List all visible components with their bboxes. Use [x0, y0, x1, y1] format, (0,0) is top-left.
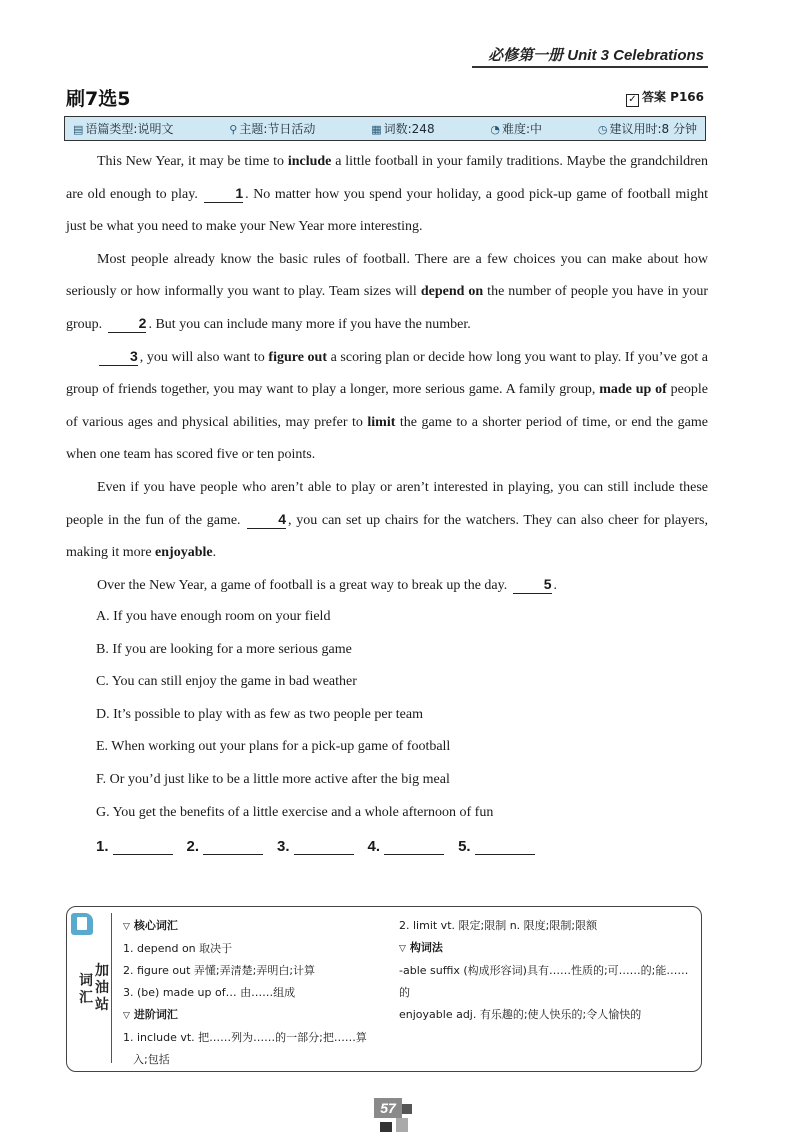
advanced-vocab-2: 2. limit vt. 限定;限制 n. 限度;限制;限额 — [399, 919, 598, 932]
page-number: 57 — [374, 1098, 402, 1118]
page-decoration — [396, 1118, 408, 1132]
paragraph-4: Even if you have people who aren’t able to play or aren’t interested in playing, you can still include these people in the fun of the game. 4 , you can set up chairs for the watchers. They can also cheer for players, making it more enjoyable. — [66, 479, 708, 561]
answer-sheet — [96, 838, 535, 855]
triangle-down-icon: ▽ — [123, 1011, 130, 1021]
info-genre — [73, 120, 173, 137]
answer-slot-5[interactable]: 5. — [458, 838, 535, 855]
word-formation-1: -able suffix (构成形容词)具有……性质的;可……的;能……的 — [399, 964, 689, 999]
blank-3: 3 — [99, 347, 138, 366]
book-icon — [71, 913, 93, 935]
info-word-count — [371, 120, 434, 137]
paragraph-5: Over the New Year, a game of football is a great way to break up the day. 5 . — [97, 575, 558, 593]
vocab-left-column — [123, 915, 391, 1071]
advanced-vocab-heading: ▽ 进阶词汇 — [123, 1008, 178, 1021]
clock-icon: ◷ — [597, 123, 608, 136]
answer-slot-3[interactable]: 3. — [277, 838, 354, 855]
core-vocab-2: 2. figure out 弄懂;弄清楚;弄明白;计算 — [123, 964, 316, 977]
info-word-count-text: 词数:248 — [383, 122, 435, 136]
page-decoration — [402, 1104, 412, 1114]
info-difficulty-text: 难度:中 — [502, 122, 543, 136]
info-difficulty — [490, 120, 542, 137]
info-bar — [64, 116, 706, 141]
header-rule — [472, 66, 708, 68]
core-vocab-heading: ▽ 核心词汇 — [123, 919, 178, 932]
answer-ref-text: 答案 P166 — [641, 90, 704, 104]
info-time — [598, 120, 697, 137]
blank-5: 5 — [513, 575, 552, 594]
checkbox-icon: ✓ — [626, 94, 639, 107]
section-title: 刷7选5 — [66, 88, 131, 110]
vocab-sidebar — [71, 913, 112, 1063]
vocab-side-title: 词 汇 加 油 站 — [79, 963, 109, 1013]
word-formation-heading: ▽ 构词法 — [399, 941, 443, 954]
info-genre-text: 语篇类型:说明文 — [85, 122, 174, 136]
core-vocab-3: 3. (be) made up of… 由……组成 — [123, 986, 296, 999]
list-icon: ▦ — [371, 123, 382, 136]
answer-slot-1[interactable]: 1. — [96, 838, 173, 855]
reading-passage — [66, 146, 708, 602]
blank-2: 2 — [108, 314, 147, 333]
paragraph-3: 3 , you will also want to figure out a scoring plan or decide how long you want to play. If you’ve got a group of friends together, you may want to play a longer, more serious game. A family group, made up of people of various ages and physical abilities, may prefer to limit the game to a shorter period of time, or end the game when one team has scored five or ten points. — [66, 347, 708, 463]
info-topic-text: 主题:节日活动 — [239, 122, 316, 136]
triangle-down-icon: ▽ — [123, 922, 130, 932]
info-time-text: 建议用时:8 分钟 — [609, 122, 697, 136]
answer-reference — [626, 88, 704, 107]
document-icon: ▤ — [73, 123, 84, 136]
answer-options — [96, 601, 696, 829]
paragraph-2: Most people already know the basic rules of football. There are a few choices you can make about how seriously or how informally you want to play. Team sizes will depend on the number of people you have in your group. 2 . But you can include many more if you have the number. — [66, 251, 708, 332]
option-c: C. You can still enjoy the game in bad weather — [96, 674, 357, 690]
option-d: D. It’s possible to play with as few as two people per team — [96, 706, 423, 722]
gauge-icon: ◔ — [490, 123, 501, 136]
answer-slot-4[interactable]: 4. — [368, 838, 445, 855]
paragraph-1: This New Year, it may be time to include a little football in your family traditions. Maybe the grandchildren are old enough to play. 1 . No matter how you spend your holiday, a good pick-up game of football might just be what you need to make your New Year more interesting. — [66, 154, 709, 235]
info-topic — [229, 120, 315, 137]
word-formation-2: enjoyable adj. 有乐趣的;使人快乐的;令人愉快的 — [399, 1008, 642, 1021]
core-vocab-1: 1. depend on 取决于 — [123, 942, 233, 955]
triangle-down-icon: ▽ — [399, 944, 406, 954]
blank-1: 1 — [204, 184, 243, 203]
vocab-right-column — [399, 915, 699, 1026]
option-a: A. If you have enough room on your field — [96, 609, 331, 624]
page-decoration — [380, 1122, 392, 1132]
advanced-vocab-1-cont: 入;包括 — [133, 1053, 170, 1066]
option-b: B. If you are looking for a more serious game — [96, 641, 352, 657]
answer-slot-2[interactable]: 2. — [187, 838, 264, 855]
vocabulary-box — [66, 906, 702, 1072]
option-f: F. Or you’d just like to be a little more active after the big meal — [96, 771, 450, 787]
advanced-vocab-1: 1. include vt. 把……列为……的一部分;把……算 — [123, 1031, 367, 1044]
running-header: 必修第一册 Unit 3 Celebrations — [488, 47, 704, 64]
option-g: G. You get the benefits of a little exercise and a whole afternoon of fun — [96, 804, 494, 820]
blank-4: 4 — [247, 510, 286, 529]
option-e: E. When working out your plans for a pick-up game of football — [96, 739, 451, 755]
search-icon: ⚲ — [229, 123, 238, 136]
